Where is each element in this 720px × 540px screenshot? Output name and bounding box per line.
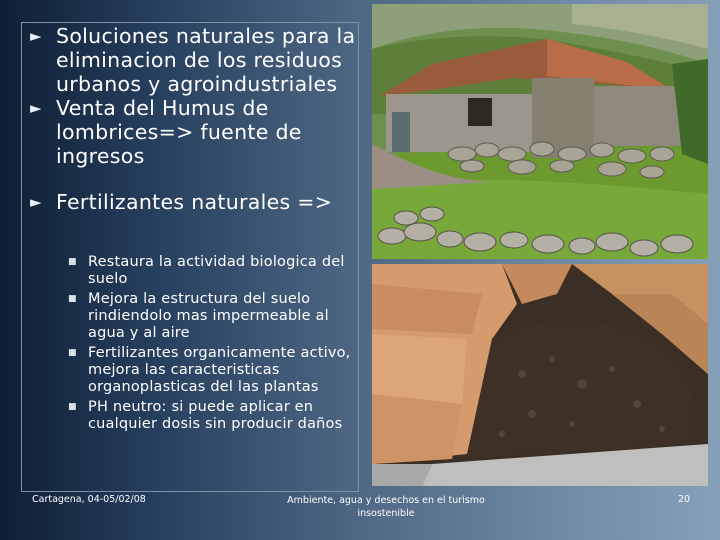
slide-number: 20 [678,494,691,505]
sub-bullet-text: Restaura la actividad biologica del suelo [88,254,345,287]
footer-title-line2: insostenible [357,508,415,519]
sub-bullet-text: Fertilizantes organicamente activo, mejora las caracteristicas organoplasticas del las plantas [88,345,351,395]
bullet-text: Venta del Humus de lombrices=> fuente de ingresos [56,96,302,168]
sub-bullet-item [68,399,358,433]
footer-date-location: Cartagena, 04-05/02/08 [32,494,146,505]
sub-bullet-text: Mejora la estructura del suelo rindiendolo mas impermeable al agua y al aire [88,291,329,341]
square-bullet-icon: ■ [68,348,77,358]
sub-bullet-item [68,291,358,342]
bullet-item [30,190,360,214]
footer-presentation-title [256,494,516,520]
bullet-item [30,24,360,96]
triangle-arrow-icon: ► [30,193,42,211]
square-bullet-icon: ■ [68,257,77,267]
triangle-arrow-icon: ► [30,27,42,45]
sub-bullet-item [68,254,358,288]
bullet-text: Fertilizantes naturales => [56,190,333,214]
sub-bullet-text: PH neutro: si puede aplicar en cualquier dosis sin producir daños [88,399,343,432]
bullet-list [30,24,360,214]
sub-bullet-list [68,254,358,436]
bullet-item [30,96,360,168]
humus-compost-photo [372,264,708,486]
footer-title-line1: Ambiente, agua y desechos en el turismo [287,495,485,506]
bullet-text: Soluciones naturales para la eliminacion de los residuos urbanos y agroindustriales [56,24,356,96]
square-bullet-icon: ■ [68,402,77,412]
square-bullet-icon: ■ [68,294,77,304]
stone-house-photo [372,4,708,259]
triangle-arrow-icon: ► [30,99,42,117]
sub-bullet-item [68,345,358,396]
